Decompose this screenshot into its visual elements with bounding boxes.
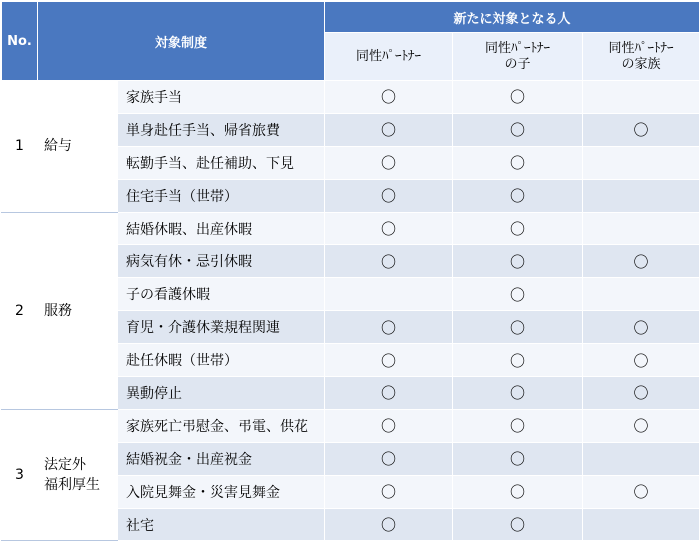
eligibility-mark: 〇 [325, 409, 453, 442]
table-body [2, 81, 700, 541]
system-name: 家族手当 [118, 81, 325, 114]
system-name: 赴任休暇（世帯） [118, 344, 325, 377]
table-row [2, 212, 700, 245]
eligibility-table [1, 1, 700, 541]
group-category: 給与 [38, 81, 118, 213]
system-name: 転勤手当、赴任補助、下見 [118, 146, 325, 179]
eligibility-mark: 〇 [325, 442, 453, 475]
eligibility-mark: 〇 [583, 113, 700, 146]
eligibility-mark: 〇 [583, 311, 700, 344]
system-name: 入院見舞金・災害見舞金 [118, 475, 325, 508]
group-number: 1 [2, 81, 38, 213]
header-col-partner-child [453, 33, 583, 81]
eligibility-mark: 〇 [453, 344, 583, 377]
group-category: 服務 [38, 212, 118, 409]
group-number: 3 [2, 409, 38, 541]
header-col-label: 同性ﾊﾟｰﾄﾅｰ [356, 48, 422, 64]
eligibility-mark: 〇 [583, 475, 700, 508]
eligibility-mark: 〇 [453, 311, 583, 344]
eligibility-mark: 〇 [583, 344, 700, 377]
eligibility-mark [325, 278, 453, 311]
group-category: 法定外 福利厚生 [38, 409, 118, 541]
eligibility-mark [583, 81, 700, 114]
eligibility-mark [583, 179, 700, 212]
eligibility-mark: 〇 [325, 245, 453, 278]
system-name: 子の看護休暇 [118, 278, 325, 311]
eligibility-mark [583, 278, 700, 311]
system-name: 育児・介護休業規程関連 [118, 311, 325, 344]
eligibility-mark: 〇 [325, 344, 453, 377]
eligibility-mark [583, 442, 700, 475]
eligibility-mark: 〇 [453, 475, 583, 508]
eligibility-mark: 〇 [453, 113, 583, 146]
header-group: 新たに対象となる人 [325, 2, 700, 33]
eligibility-mark: 〇 [453, 81, 583, 114]
eligibility-mark: 〇 [453, 442, 583, 475]
table-row [2, 409, 700, 442]
eligibility-mark: 〇 [325, 508, 453, 541]
eligibility-mark: 〇 [453, 278, 583, 311]
eligibility-mark: 〇 [453, 146, 583, 179]
system-name: 結婚祝金・出産祝金 [118, 442, 325, 475]
system-name: 異動停止 [118, 377, 325, 410]
eligibility-mark: 〇 [453, 508, 583, 541]
eligibility-mark: 〇 [325, 81, 453, 114]
system-name: 社宅 [118, 508, 325, 541]
system-name: 病気有休・忌引休暇 [118, 245, 325, 278]
eligibility-mark: 〇 [583, 245, 700, 278]
eligibility-mark: 〇 [325, 146, 453, 179]
eligibility-mark: 〇 [325, 377, 453, 410]
eligibility-mark: 〇 [583, 409, 700, 442]
eligibility-mark: 〇 [453, 179, 583, 212]
eligibility-mark [583, 508, 700, 541]
eligibility-mark: 〇 [453, 212, 583, 245]
header-col-partner-family [583, 33, 700, 81]
system-name: 結婚休暇、出産休暇 [118, 212, 325, 245]
system-name: 住宅手当（世帯） [118, 179, 325, 212]
eligibility-mark: 〇 [325, 475, 453, 508]
eligibility-mark: 〇 [453, 377, 583, 410]
eligibility-mark: 〇 [325, 311, 453, 344]
eligibility-mark: 〇 [325, 212, 453, 245]
header-col-label: 同性ﾊﾟｰﾄﾅｰ の家族 [608, 40, 674, 72]
system-name: 単身赴任手当、帰省旅費 [118, 113, 325, 146]
eligibility-mark [583, 212, 700, 245]
header-no: No. [2, 2, 38, 81]
header-col-label: 同性ﾊﾟｰﾄﾅｰ の子 [485, 40, 551, 72]
eligibility-mark: 〇 [325, 113, 453, 146]
header-system: 対象制度 [38, 2, 325, 81]
eligibility-mark: 〇 [453, 245, 583, 278]
system-name: 家族死亡弔慰金、弔電、供花 [118, 409, 325, 442]
header-col-partner [325, 33, 453, 81]
table-row [2, 81, 700, 114]
eligibility-mark: 〇 [453, 409, 583, 442]
group-number: 2 [2, 212, 38, 409]
eligibility-mark: 〇 [325, 179, 453, 212]
eligibility-mark [583, 146, 700, 179]
eligibility-mark: 〇 [583, 377, 700, 410]
